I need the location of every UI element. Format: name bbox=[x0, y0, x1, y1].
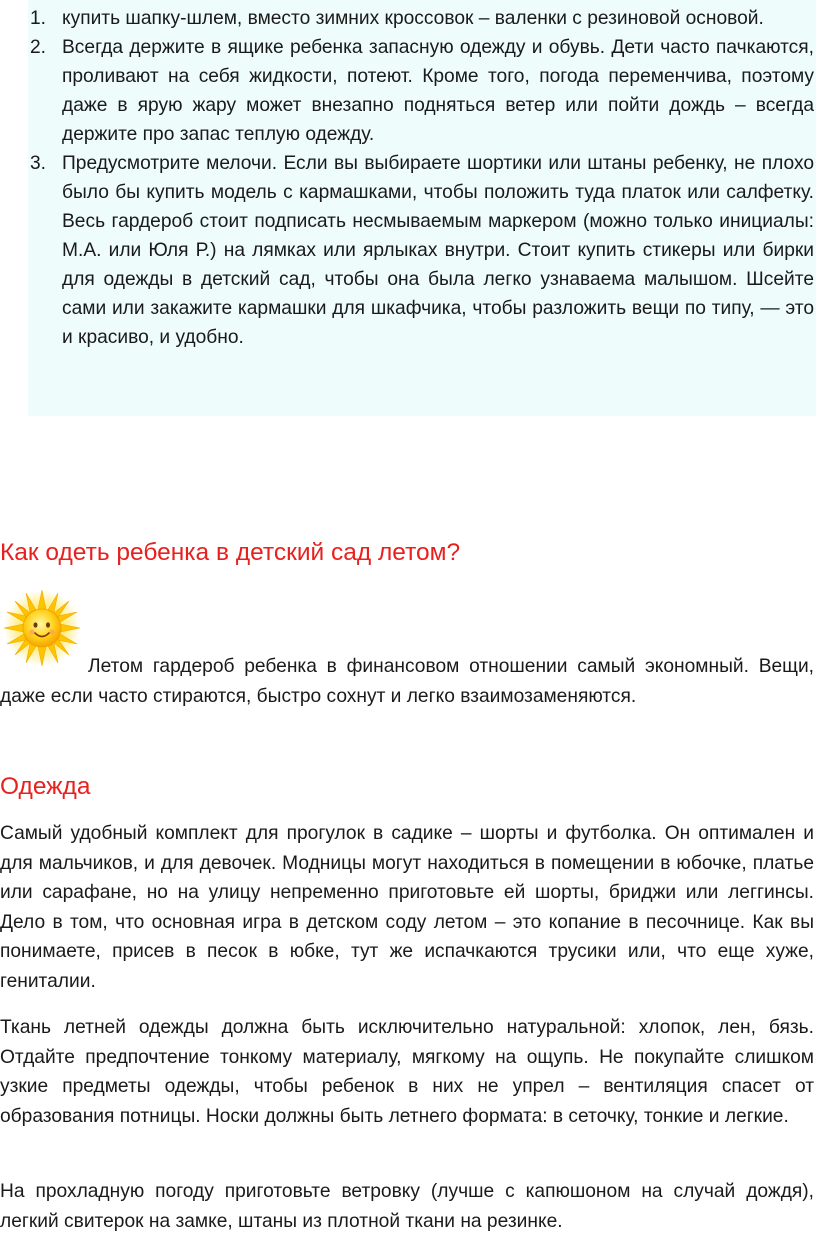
tips-list bbox=[0, 4, 816, 352]
list-item bbox=[0, 149, 816, 352]
summer-heading: Как одеть ребенка в детский сад летом? bbox=[0, 539, 461, 566]
list-item-text: Всегда держите в ящике ребенка запасную одежду и обувь. Дети часто пачкаются, проливают на себя жидкости, потеют. Кроме того, погода переменчива, поэтому даже в ярую жару может внезапно подняться ветер или пойти дождь – всегда держите про запас теплую одежду. bbox=[62, 37, 814, 145]
clothes-heading: Одежда bbox=[0, 773, 91, 800]
list-item-text: купить шапку-шлем, вместо зимних кроссовок – валенки с резиновой основой. bbox=[62, 8, 764, 29]
list-item-number: 3. bbox=[30, 153, 47, 174]
list-item-text: Предусмотрите мелочи. Если вы выбираете шортики или штаны ребенку, не плохо было бы купить модель с кармашками, чтобы положить туда платок или салфетку. Весь гардероб стоит подписать несмываемым маркером (можно только инициалы: М.А. или Юля Р.) на лямках или ярлыках внутри. Стоит купить стикеры или бирки для одежды в детский сад, чтобы она была легко узнаваема малышом. Шсейте сами или закажите кармашки для шкафчика, чтобы разложить вещи по типу, — это и красиво, и удобно. bbox=[62, 153, 814, 348]
list-item-number: 2. bbox=[30, 37, 47, 58]
summer-intro-paragraph: Летом гардероб ребенка в финансовом отношении самый экономный. Вещи, даже если часто стираются, быстро сохнут и легко взаимозаменяются. bbox=[0, 656, 814, 707]
clothes-paragraph: На прохладную погоду приготовьте ветровку (лучше с капюшоном на случай дождя), легкий свитерок на замке, штаны из плотной ткани на резинке. bbox=[0, 1181, 814, 1232]
clothes-paragraph: Ткань летней одежды должна быть исключительно натуральной: хлопок, лен, бязь. Отдайте предпочтение тонкому материалу, мягкому на ощупь. Не покупайте слишком узкие предметы одежды, чтобы ребенок в них не упрел – вентиляция спасет от образования потницы. Носки должны быть летнего формата: в сеточку, тонкие и легкие. bbox=[0, 1017, 814, 1127]
list-item bbox=[0, 33, 816, 149]
list-item bbox=[0, 4, 816, 33]
clothes-paragraph: Самый удобный комплект для прогулок в садике – шорты и футболка. Он оптимален и для мальчиков, и для девочек. Модницы могут находиться в помещении в юбочке, платье или сарафане, но на улицу непременно приготовьте ей шорты, бриджи или леггинсы. Дело в том, что основная игра в детском соду летом – это копание в песочнице. Как вы понимаете, присев в песок в юбке, тут же испачкаются трусики или, что еще хуже, гениталии. bbox=[0, 823, 814, 992]
list-item-number: 1. bbox=[30, 8, 47, 29]
